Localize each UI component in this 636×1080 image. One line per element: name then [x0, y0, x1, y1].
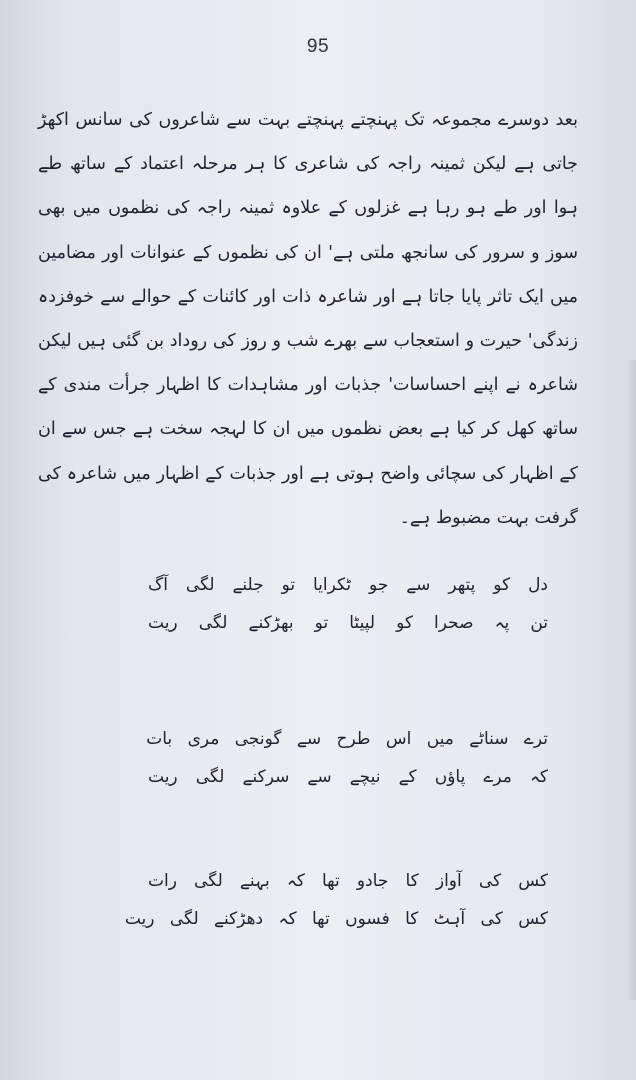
couplet [148, 566, 548, 642]
verse-line: کس کی آہٹ کا فسوں تھا کہ دھڑکنے لگی ریت [124, 909, 548, 929]
couplet [124, 862, 548, 938]
verse-line: ترے سناٹے میں اس طرح سے گونجی مری بات [146, 729, 548, 749]
page-edge-shadow [626, 360, 636, 1000]
verse-line: کس کی آواز کا جادو تھا کہ بہنے لگی رات [148, 871, 548, 891]
prose-paragraph: بعد دوسرے مجموعہ تک پہنچتے پہنچتے بہت سے شاعروں کی سانس اکھڑ جاتی ہے لیکن ثمینہ راجہ کی شاعری کا ہر مرحلہ اعتماد کے ساتھ طے ہوا اور طے ہو رہا ہے غزلوں کے علاوہ ثمینہ راجہ کی نظموں میں بھی سوز و سرور کی سانجھ ملتی ہے' ان کی نظموں کے عنوانات اور مضامین میں ایک تاثر پایا جاتا ہے اور شاعرہ ذات اور کائنات کے حوالے سے خوفزدہ زندگی' حیرت و استعجاب سے بھرے شب و روز کی روداد بن گئی ہیں لیکن شاعرہ نے اپنے احساسات' جذبات اور مشاہدات کا اظہار جرأت مندی کے ساتھ کھل کر کیا ہے بعض نظموں میں ان کا لہجہ سخت ہے جس سے ان کے اظہار کی سچائی واضح ہوتی ہے اور جذبات کے اظہار میں شاعرہ کی گرفت بہت مضبوط ہے۔ [38, 110, 578, 528]
page-number: 95 [306, 36, 330, 57]
couplet [148, 720, 548, 796]
verse-line: کہ مرے پاؤں کے نیچے سے سرکنے لگی ریت [148, 767, 548, 787]
verse-line: تن پہ صحرا کو لپیٹا تو بھڑکنے لگی ریت [148, 613, 548, 633]
verse-line: دل کو پتھر سے جو ٹکرایا تو جلنے لگی آگ [148, 575, 548, 595]
